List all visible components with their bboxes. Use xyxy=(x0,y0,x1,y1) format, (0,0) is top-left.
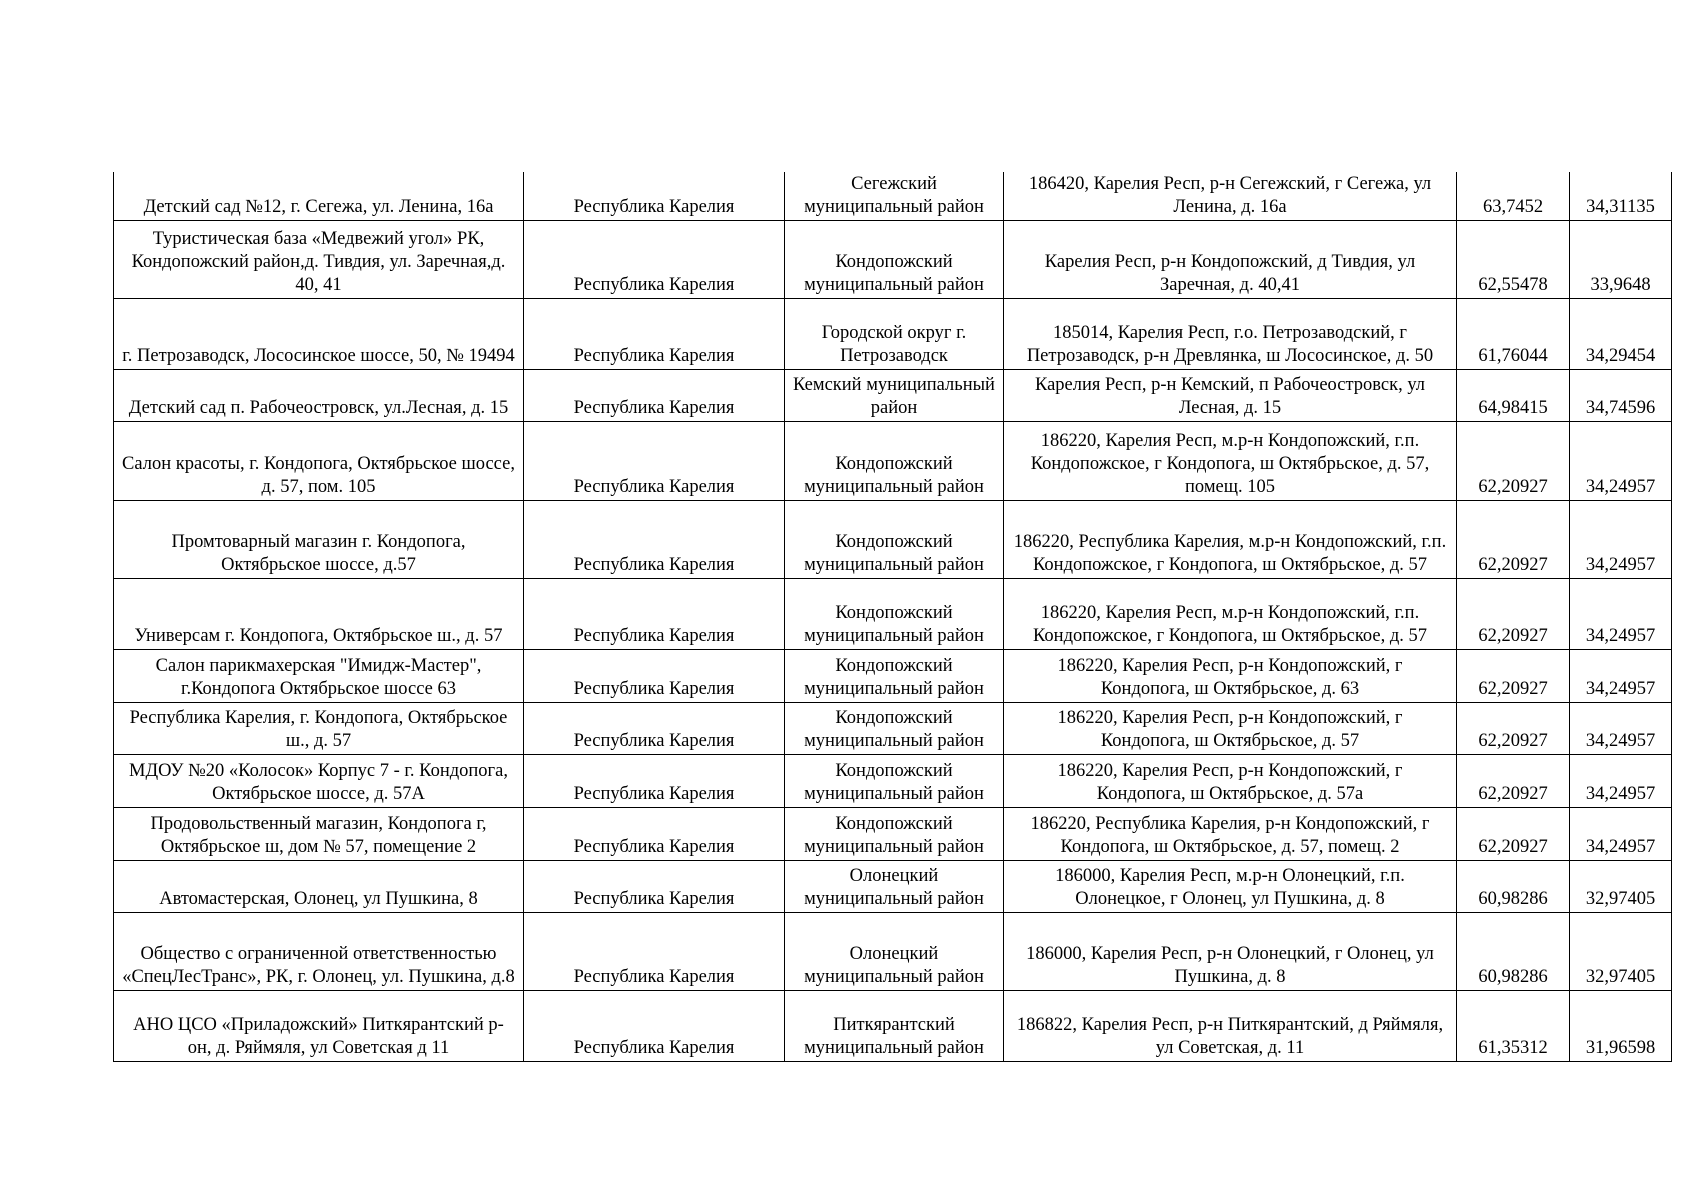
cell-longitude: 34,74596 xyxy=(1570,369,1672,421)
cell-region: Республика Карелия xyxy=(524,649,785,702)
cell-longitude: 33,9648 xyxy=(1570,220,1672,298)
cell-district: Кондопожский муниципальный район xyxy=(785,807,1004,860)
cell-district: Кондопожский муниципальный район xyxy=(785,702,1004,754)
table-row xyxy=(114,298,1672,369)
cell-district: Кондопожский муниципальный район xyxy=(785,754,1004,807)
cell-address: Карелия Респ, р-н Кондопожский, д Тивдия, ул Заречная, д. 40,41 xyxy=(1004,220,1457,298)
table-row xyxy=(114,500,1672,578)
cell-latitude: 61,35312 xyxy=(1457,990,1570,1061)
cell-latitude: 62,55478 xyxy=(1457,220,1570,298)
cell-latitude: 62,20927 xyxy=(1457,649,1570,702)
cell-name: Автомастерская, Олонец, ул Пушкина, 8 xyxy=(114,860,524,912)
cell-district: Кемский муниципальный район xyxy=(785,369,1004,421)
cell-address: 186220, Карелия Респ, м.р-н Кондопожский, г.п. Кондопожское, г Кондопога, ш Октябрьское, д. 57 xyxy=(1004,578,1457,649)
table-row xyxy=(114,220,1672,298)
cell-latitude: 64,98415 xyxy=(1457,369,1570,421)
cell-longitude: 34,24957 xyxy=(1570,421,1672,500)
cell-longitude: 31,96598 xyxy=(1570,990,1672,1061)
cell-address: 186220, Карелия Респ, р-н Кондопожский, г Кондопога, ш Октябрьское, д. 57а xyxy=(1004,754,1457,807)
cell-address: 185014, Карелия Респ, г.о. Петрозаводский, г Петрозаводск, р-н Древлянка, ш Лососинское, д. 50 xyxy=(1004,298,1457,369)
cell-region: Республика Карелия xyxy=(524,500,785,578)
cell-address: 186822, Карелия Респ, р-н Питкярантский, д Ряймяля, ул Советская, д. 11 xyxy=(1004,990,1457,1061)
table-row xyxy=(114,421,1672,500)
cell-region: Республика Карелия xyxy=(524,369,785,421)
cell-address: 186420, Карелия Респ, р-н Сегежский, г Сегежа, ул Ленина, д. 16а xyxy=(1004,172,1457,220)
cell-name: Продовольственный магазин, Кондопога г, Октябрьское ш, дом № 57, помещение 2 xyxy=(114,807,524,860)
cell-name: Туристическая база «Медвежий угол» РК, Кондопожский район,д. Тивдия, ул. Заречная,д. 40, 41 xyxy=(114,220,524,298)
cell-longitude: 34,24957 xyxy=(1570,807,1672,860)
cell-district: Кондопожский муниципальный район xyxy=(785,220,1004,298)
cell-region: Республика Карелия xyxy=(524,578,785,649)
cell-latitude: 63,7452 xyxy=(1457,172,1570,220)
cell-address: Карелия Респ, р-н Кемский, п Рабочеостровск, ул Лесная, д. 15 xyxy=(1004,369,1457,421)
cell-name: Промтоварный магазин г. Кондопога, Октябрьское шоссе, д.57 xyxy=(114,500,524,578)
table-row xyxy=(114,754,1672,807)
cell-region: Республика Карелия xyxy=(524,754,785,807)
table-row xyxy=(114,990,1672,1061)
cell-longitude: 32,97405 xyxy=(1570,912,1672,990)
cell-latitude: 60,98286 xyxy=(1457,860,1570,912)
table-row xyxy=(114,807,1672,860)
cell-longitude: 34,29454 xyxy=(1570,298,1672,369)
cell-name: АНО ЦСО «Приладожский» Питкярантский р-он, д. Ряймяля, ул Советская д 11 xyxy=(114,990,524,1061)
cell-district: Кондопожский муниципальный район xyxy=(785,578,1004,649)
cell-longitude: 34,24957 xyxy=(1570,754,1672,807)
cell-name: Универсам г. Кондопога, Октябрьское ш., д. 57 xyxy=(114,578,524,649)
cell-district: Кондопожский муниципальный район xyxy=(785,500,1004,578)
cell-district: Кондопожский муниципальный район xyxy=(785,421,1004,500)
cell-name: Салон красоты, г. Кондопога, Октябрьское шоссе, д. 57, пом. 105 xyxy=(114,421,524,500)
cell-latitude: 61,76044 xyxy=(1457,298,1570,369)
cell-region: Республика Карелия xyxy=(524,220,785,298)
cell-region: Республика Карелия xyxy=(524,172,785,220)
cell-district: Сегежский муниципальный район xyxy=(785,172,1004,220)
table-row xyxy=(114,702,1672,754)
cell-district: Городской округ г. Петрозаводск xyxy=(785,298,1004,369)
cell-latitude: 60,98286 xyxy=(1457,912,1570,990)
cell-latitude: 62,20927 xyxy=(1457,421,1570,500)
locations-table xyxy=(113,172,1672,1062)
cell-address: 186220, Республика Карелия, м.р-н Кондопожский, г.п. Кондопожское, г Кондопога, ш Октябрьское, д. 57 xyxy=(1004,500,1457,578)
cell-district: Питкярантский муниципальный район xyxy=(785,990,1004,1061)
cell-region: Республика Карелия xyxy=(524,298,785,369)
table-row xyxy=(114,912,1672,990)
cell-latitude: 62,20927 xyxy=(1457,754,1570,807)
cell-latitude: 62,20927 xyxy=(1457,702,1570,754)
cell-latitude: 62,20927 xyxy=(1457,578,1570,649)
cell-region: Республика Карелия xyxy=(524,990,785,1061)
table-row xyxy=(114,649,1672,702)
cell-address: 186220, Карелия Респ, р-н Кондопожский, г Кондопога, ш Октябрьское, д. 57 xyxy=(1004,702,1457,754)
table-row xyxy=(114,578,1672,649)
cell-longitude: 34,31135 xyxy=(1570,172,1672,220)
cell-address: 186220, Республика Карелия, р-н Кондопожский, г Кондопога, ш Октябрьское, д. 57, помещ. 2 xyxy=(1004,807,1457,860)
cell-name: Общество с ограниченной ответственностью «СпецЛесТранс», РК, г. Олонец, ул. Пушкина, д.8 xyxy=(114,912,524,990)
cell-longitude: 34,24957 xyxy=(1570,702,1672,754)
cell-name: г. Петрозаводск, Лососинское шоссе, 50, № 19494 xyxy=(114,298,524,369)
cell-region: Республика Карелия xyxy=(524,860,785,912)
cell-latitude: 62,20927 xyxy=(1457,807,1570,860)
cell-district: Олонецкий муниципальный район xyxy=(785,860,1004,912)
cell-longitude: 32,97405 xyxy=(1570,860,1672,912)
table-row xyxy=(114,860,1672,912)
document-table-wrapper xyxy=(113,172,1671,1062)
cell-longitude: 34,24957 xyxy=(1570,649,1672,702)
cell-region: Республика Карелия xyxy=(524,807,785,860)
cell-district: Кондопожский муниципальный район xyxy=(785,649,1004,702)
cell-address: 186220, Карелия Респ, р-н Кондопожский, г Кондопога, ш Октябрьское, д. 63 xyxy=(1004,649,1457,702)
cell-name: Республика Карелия, г. Кондопога, Октябрьское ш., д. 57 xyxy=(114,702,524,754)
cell-address: 186000, Карелия Респ, р-н Олонецкий, г Олонец, ул Пушкина, д. 8 xyxy=(1004,912,1457,990)
cell-region: Республика Карелия xyxy=(524,702,785,754)
cell-longitude: 34,24957 xyxy=(1570,500,1672,578)
cell-address: 186220, Карелия Респ, м.р-н Кондопожский, г.п. Кондопожское, г Кондопога, ш Октябрьское, д. 57, помещ. 105 xyxy=(1004,421,1457,500)
cell-name: Детский сад п. Рабочеостровск, ул.Лесная, д. 15 xyxy=(114,369,524,421)
cell-region: Республика Карелия xyxy=(524,421,785,500)
cell-name: Детский сад №12, г. Сегежа, ул. Ленина, 16а xyxy=(114,172,524,220)
cell-district: Олонецкий муниципальный район xyxy=(785,912,1004,990)
cell-name: Салон парикмахерская "Имидж-Мастер", г.Кондопога Октябрьское шоссе 63 xyxy=(114,649,524,702)
table-row xyxy=(114,172,1672,220)
cell-region: Республика Карелия xyxy=(524,912,785,990)
table-row xyxy=(114,369,1672,421)
cell-longitude: 34,24957 xyxy=(1570,578,1672,649)
cell-name: МДОУ №20 «Колосок» Корпус 7 - г. Кондопога, Октябрьское шоссе, д. 57А xyxy=(114,754,524,807)
cell-latitude: 62,20927 xyxy=(1457,500,1570,578)
cell-address: 186000, Карелия Респ, м.р-н Олонецкий, г.п. Олонецкое, г Олонец, ул Пушкина, д. 8 xyxy=(1004,860,1457,912)
